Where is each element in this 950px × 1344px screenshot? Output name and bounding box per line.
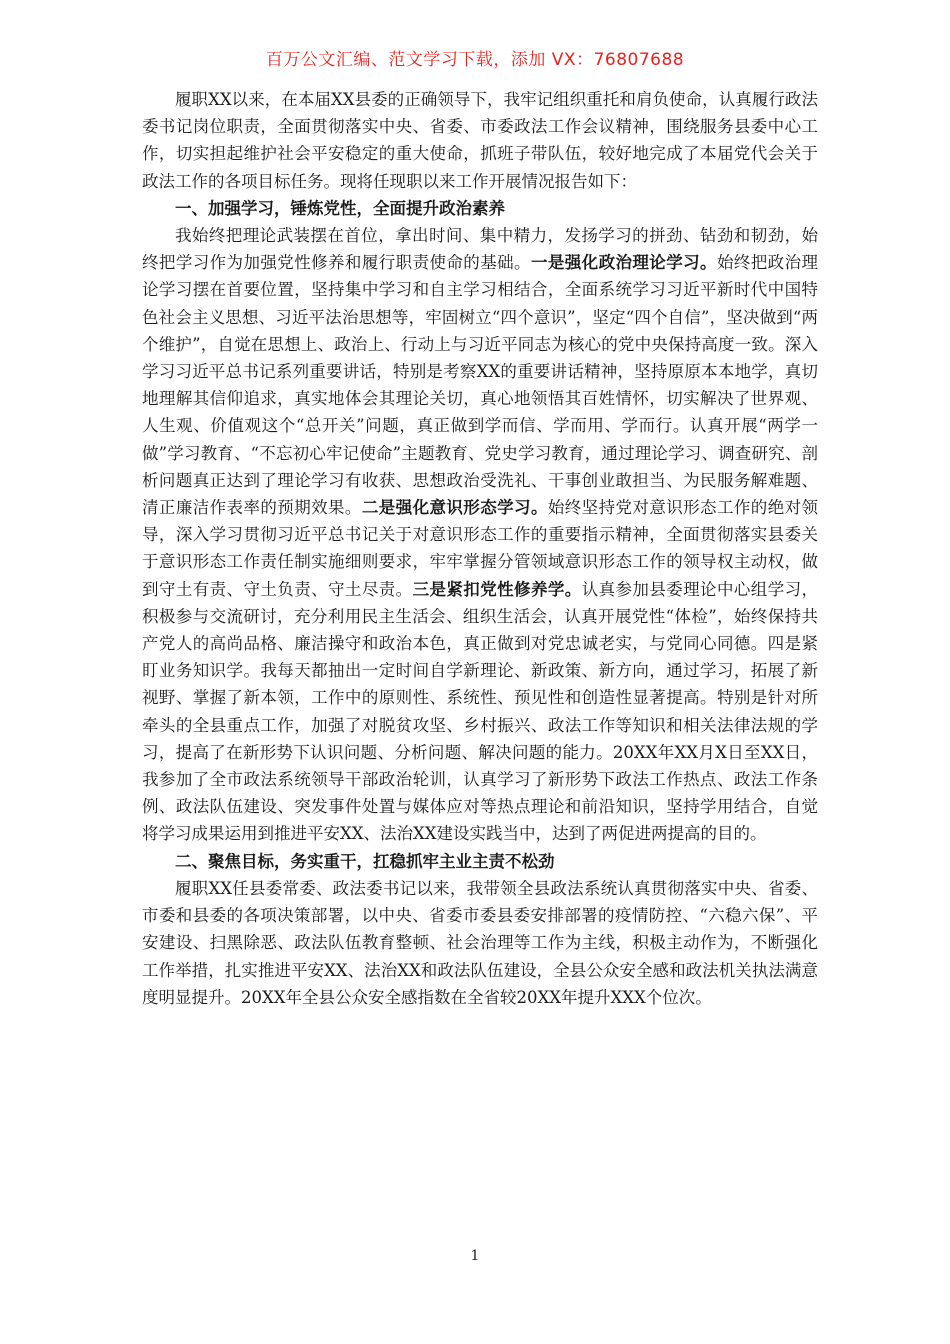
point-3-title: 三是紧扣党性修养学。 xyxy=(412,579,582,599)
point-1-title: 一是强化政治理论学习。 xyxy=(530,253,717,273)
section-2-heading: 二、聚焦目标，务实重干，扛稳抓牢主业主责不松劲 xyxy=(175,851,555,871)
document-body xyxy=(142,86,818,1011)
watermark-banner: 百万公文汇编、范文学习下载，添加 VX：76807688 xyxy=(265,50,685,70)
section-2-paragraph: 履职XX任县委常委、政法委书记以来，我带领全县政法系统认真贯彻落实中央、省委、市委和县委的各项决策部署，以中央、省委市委县委安排部署的疫情防控、“六稳六保”、平安建设、扫黑除恶、政法队伍教育整顿、社会治理等工作为主线，积极主动作为，不断强化工作举措，扎实推进平安XX、法治XX和政法队伍建设，全县公众安全感和政法机关执法满意度明显提升。20XX年全县公众安全感指数在全省较20XX年提升XXX个位次。 xyxy=(142,878,818,1007)
section-1-heading: 一、加强学习，锤炼党性，全面提升政治素养 xyxy=(175,198,505,218)
page-number: 1 xyxy=(470,1248,480,1264)
section-1-paragraph xyxy=(142,222,818,848)
section-1-text-d: 认真参加县委理论中心组学习，积极参与交流研讨，充分利用民主生活会、组织生活会，认真开展党性“体检”，始终保持共产党人的高尚品格、廉洁操守和政治本色，真正做到对党忠诚老实，与党同心同德。四是紧盯业务知识学。我每天都抽出一定时间自学新理论、新政策、新方向，通过学习，拓展了新视野、掌握了新本领，工作中的原则性、系统性、预见性和创造性显著提高。特别是针对所牵头的全县重点工作，加强了对脱贫攻坚、乡村振兴、政法工作等知识和相关法律法规的学习，提高了在新形势下认识问题、分析问题、解决问题的能力。20XX年XX月X日至XX日，我参加了全市政法系统领导干部政治轮训，认真学习了新形势下政法工作热点、政法工作条例、政法队伍建设、突发事件处置与媒体应对等热点理论和前沿知识，坚持学用结合，自觉将学习成果运用到推进平安XX、法治XX建设实践当中，达到了两促进两提高的目的。 xyxy=(142,579,819,844)
section-1-text-b: 始终把政治理论学习摆在首要位置，坚持集中学习和自主学习相结合，全面系统学习习近平新时代中国特色社会主义思想、习近平法治思想等，牢固树立“四个意识”，坚定“四个自信”，坚决做到“两个维护”，自觉在思想上、政治上、行动上与习近平同志为核心的党中央保持高度一致。深入学习习近平总书记系列重要讲话，特别是考察XX的重要讲话精神，坚持原原本本地学，真切地理解其信仰追求，真实地体会其理论关切，真心地领悟其百姓情怀，切实解决了世界观、人生观、价值观这个“总开关”问题，真正做到学而信、学而用、学而行。认真开展“两学一做”学习教育、“不忘初心牢记使命”主题教育、党史学习教育，通过理论学习、调查研究、剖析问题真正达到了理论学习有收获、思想政治受洗礼、干事创业敢担当、为民服务解难题、清正廉洁作表率的预期效果。 xyxy=(142,253,819,518)
intro-paragraph: 履职XX以来，在本届XX县委的正确领导下，我牢记组织重托和肩负使命，认真履行政法委书记岗位职责，全面贯彻落实中央、省委、市委政法工作会议精神，围绕服务县委中心工作，切实担起维护社会平安稳定的重大使命，抓班子带队伍，较好地完成了本届党代会关于政法工作的各项目标任务。现将任现职以来工作开展情况报告如下： xyxy=(142,90,818,191)
section-1-text-c: 始终坚持党对意识形态工作的绝对领导，深入学习贯彻习近平总书记关于对意识形态工作的重要指示精神，全面贯彻落实县委关于意识形态工作责任制实施细则要求，牢牢掌握分管领域意识形态工作的领导权主动权，做到守土有责、守土负责、守土尽责。 xyxy=(142,498,819,599)
point-2-title: 二是强化意识形态学习。 xyxy=(361,498,548,518)
section-1-text-a: 我始终把理论武装摆在首位，拿出时间、集中精力，发扬学习的拼劲、钻劲和韧劲，始终把学习作为加强党性修养和履行职责使命的基础。 xyxy=(142,226,818,273)
